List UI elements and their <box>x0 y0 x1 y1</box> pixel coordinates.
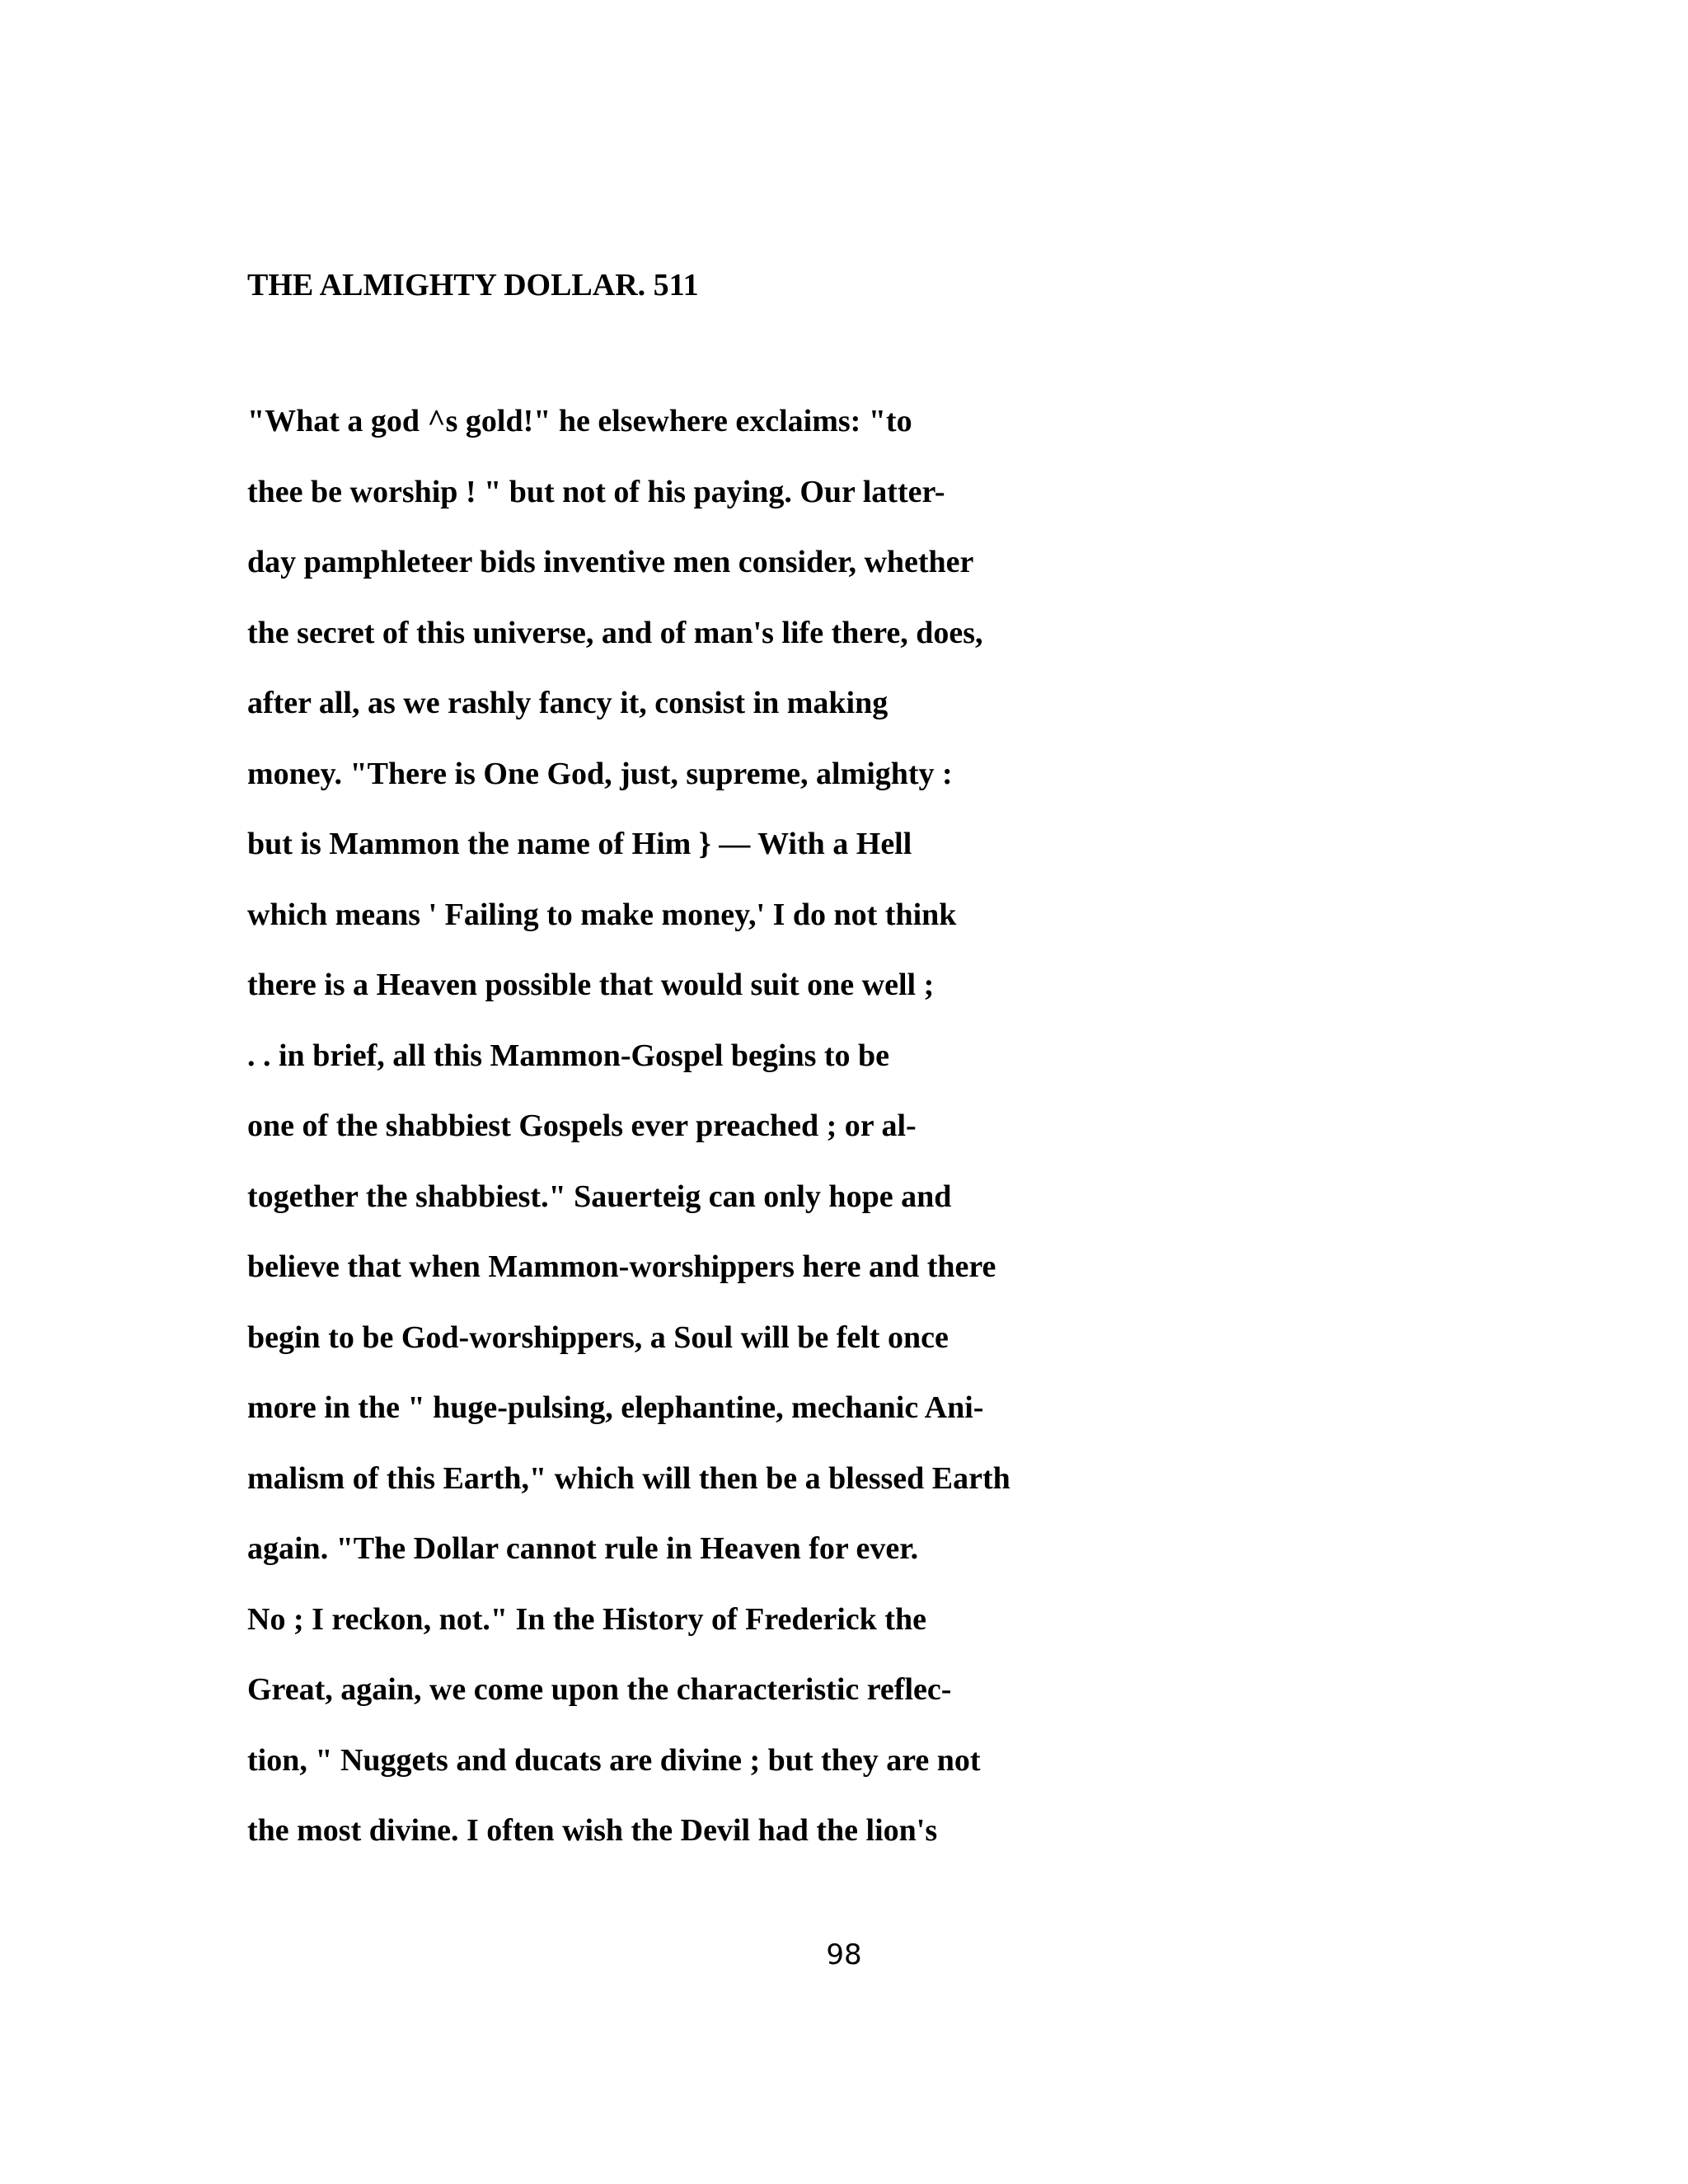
text-line: day pamphleteer bids inventive men consider, whether <box>247 545 974 579</box>
text-line: . . in brief, all this Mammon-Gospel begins to be <box>247 1038 890 1073</box>
text-line: money. "There is One God, just, supreme, almighty : <box>247 756 953 791</box>
page-number: 98 <box>826 1938 862 1971</box>
text-line: again. "The Dollar cannot rule in Heaven for ever. <box>247 1531 919 1566</box>
text-line: thee be worship ! " but not of his paying. Our latter- <box>247 474 945 509</box>
text-line: but is Mammon the name of Him } — With a Hell <box>247 827 912 861</box>
text-line: together the shabbiest." Sauerteig can only hope and <box>247 1179 952 1214</box>
text-line: one of the shabbiest Gospels ever preached ; or al- <box>247 1108 917 1143</box>
text-line: tion, " Nuggets and ducats are divine ; but they are not <box>247 1742 981 1778</box>
text-line: malism of this Earth," which will then be a blessed Earth <box>247 1460 1010 1496</box>
text-line: Great, again, we come upon the characteristic reflec- <box>247 1672 952 1707</box>
text-line: believe that when Mammon-worshippers here and there <box>247 1249 996 1284</box>
text-line: the most divine. I often wish the Devil had the lion's <box>247 1813 938 1848</box>
text-line: there is a Heaven possible that would suit one well ; <box>247 968 935 1002</box>
text-line: the secret of this universe, and of man's life there, does, <box>247 615 983 650</box>
text-line: which means ' Failing to make money,' I do not think <box>247 897 957 932</box>
text-line: more in the " huge-pulsing, elephantine, mechanic Ani- <box>247 1390 984 1425</box>
body-text <box>247 401 1010 1882</box>
running-head: THE ALMIGHTY DOLLAR. 511 <box>247 268 699 302</box>
text-line: begin to be God-worshippers, a Soul will be felt once <box>247 1319 949 1355</box>
text-line: after all, as we rashly fancy it, consist in making <box>247 686 889 720</box>
text-line: "What a god ^s gold!" he elsewhere exclaims: "to <box>247 404 912 438</box>
text-line: No ; I reckon, not." In the History of Frederick the <box>247 1601 926 1637</box>
